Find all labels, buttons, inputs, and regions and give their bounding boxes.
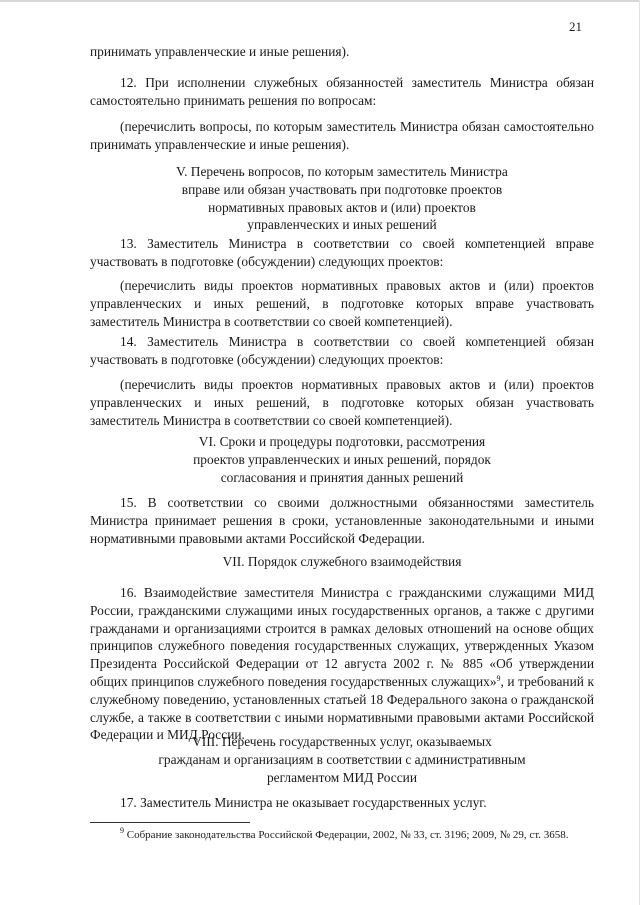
heading-line: VIII. Перечень государственных услуг, оказываемых [192,734,492,749]
section-heading-viii [90,733,594,786]
heading-line: нормативных правовых актов и (или) проектов [208,199,476,215]
section-heading-vi [90,433,594,486]
paragraph-continuation: принимать управленческие и иные решения). [90,44,350,59]
paragraph-17: 17. Заместитель Министра не оказывает государственных услуг. [120,795,487,810]
footnote [90,828,594,842]
heading-line: управленческих и иных решений [247,217,437,233]
paragraph-13-note: (перечислить виды проектов нормативных правовых актов и (или) проектов управленческих и иных решений, в подготовке которых вправе участвовать заместитель Министра в соответствии со своей компетенцией). [90,278,594,329]
paragraph-14-note: (перечислить виды проектов нормативных правовых актов и (или) проектов управленческих и иных решений, в подготовке которых обязан участвовать заместитель Министра в соответствии со своей компетенцией). [90,377,594,428]
footnote-ref: 9 [496,673,501,683]
heading-line: согласования и принятия данных решений [220,469,464,485]
heading-line: V. Перечень вопросов, по которым заместитель Министра [176,164,508,179]
footnote-text: Собрание законодательства Российской Федерации, 2002, № 33, ст. 3196; 2009, № 29, ст. 3658. [124,829,569,841]
paragraph-12-note: (перечислить вопросы, по которым заместитель Министра обязан самостоятельно принимать управленческие и иные решения). [90,119,594,152]
scan-edge [0,0,640,2]
footnote-marker: 9 [120,826,124,835]
heading-line: гражданам и организациям в соответствии с административным [158,751,526,767]
paragraph-15: 15. В соответствии со своими должностными обязанностями заместитель Министра принимает решения в сроки, установленные законодательными и иными нормативными правовыми актами Российской Федерации. [90,495,594,546]
heading-line: вправе или обязан участвовать при подготовке проектов [181,181,503,197]
paragraph-16-text: 16. Взаимодействие заместителя Министра с гражданскими служащими МИД России, гражданскими служащими иных государственных органов, а также с другими гражданами и организациями строится в рамках деловых отношений на основе общих принципов служебного поведения государственных служащих, утвержденных Указом Президента Российской Федерации от 12 августа 2002 г. № 885 «Об утверждении общих принципов служебного поведения государственных служащих» [90,585,594,689]
page-number: 21 [569,19,582,34]
section-heading-vii: VII. Порядок служебного взаимодействия [222,554,462,569]
paragraph-12: 12. При исполнении служебных обязанностей заместитель Министра обязан самостоятельно принимать решения по вопросам: [90,75,594,108]
paragraph-13: 13. Заместитель Министра в соответствии со своей компетенцией вправе участвовать в подготовке (обсуждении) следующих проектов: [90,236,594,269]
heading-line: регламентом МИД России [266,769,418,785]
section-heading-v [90,163,594,234]
paragraph-16-text: , и требований к служебному поведению, установленных статьей 18 Федерального закона о гражданской службе, а также в соответствии с иными нормативными правовыми актами Российской Федерации и МИД России. [90,673,594,743]
footnote-divider [90,822,250,823]
paragraph-14: 14. Заместитель Министра в соответствии со своей компетенцией обязан участвовать в подготовке (обсуждении) следующих проектов: [90,334,594,367]
paragraph-16 [90,584,594,744]
heading-line: проектов управленческих и иных решений, порядок [193,451,491,467]
heading-line: VI. Сроки и процедуры подготовки, рассмотрения [198,434,486,449]
